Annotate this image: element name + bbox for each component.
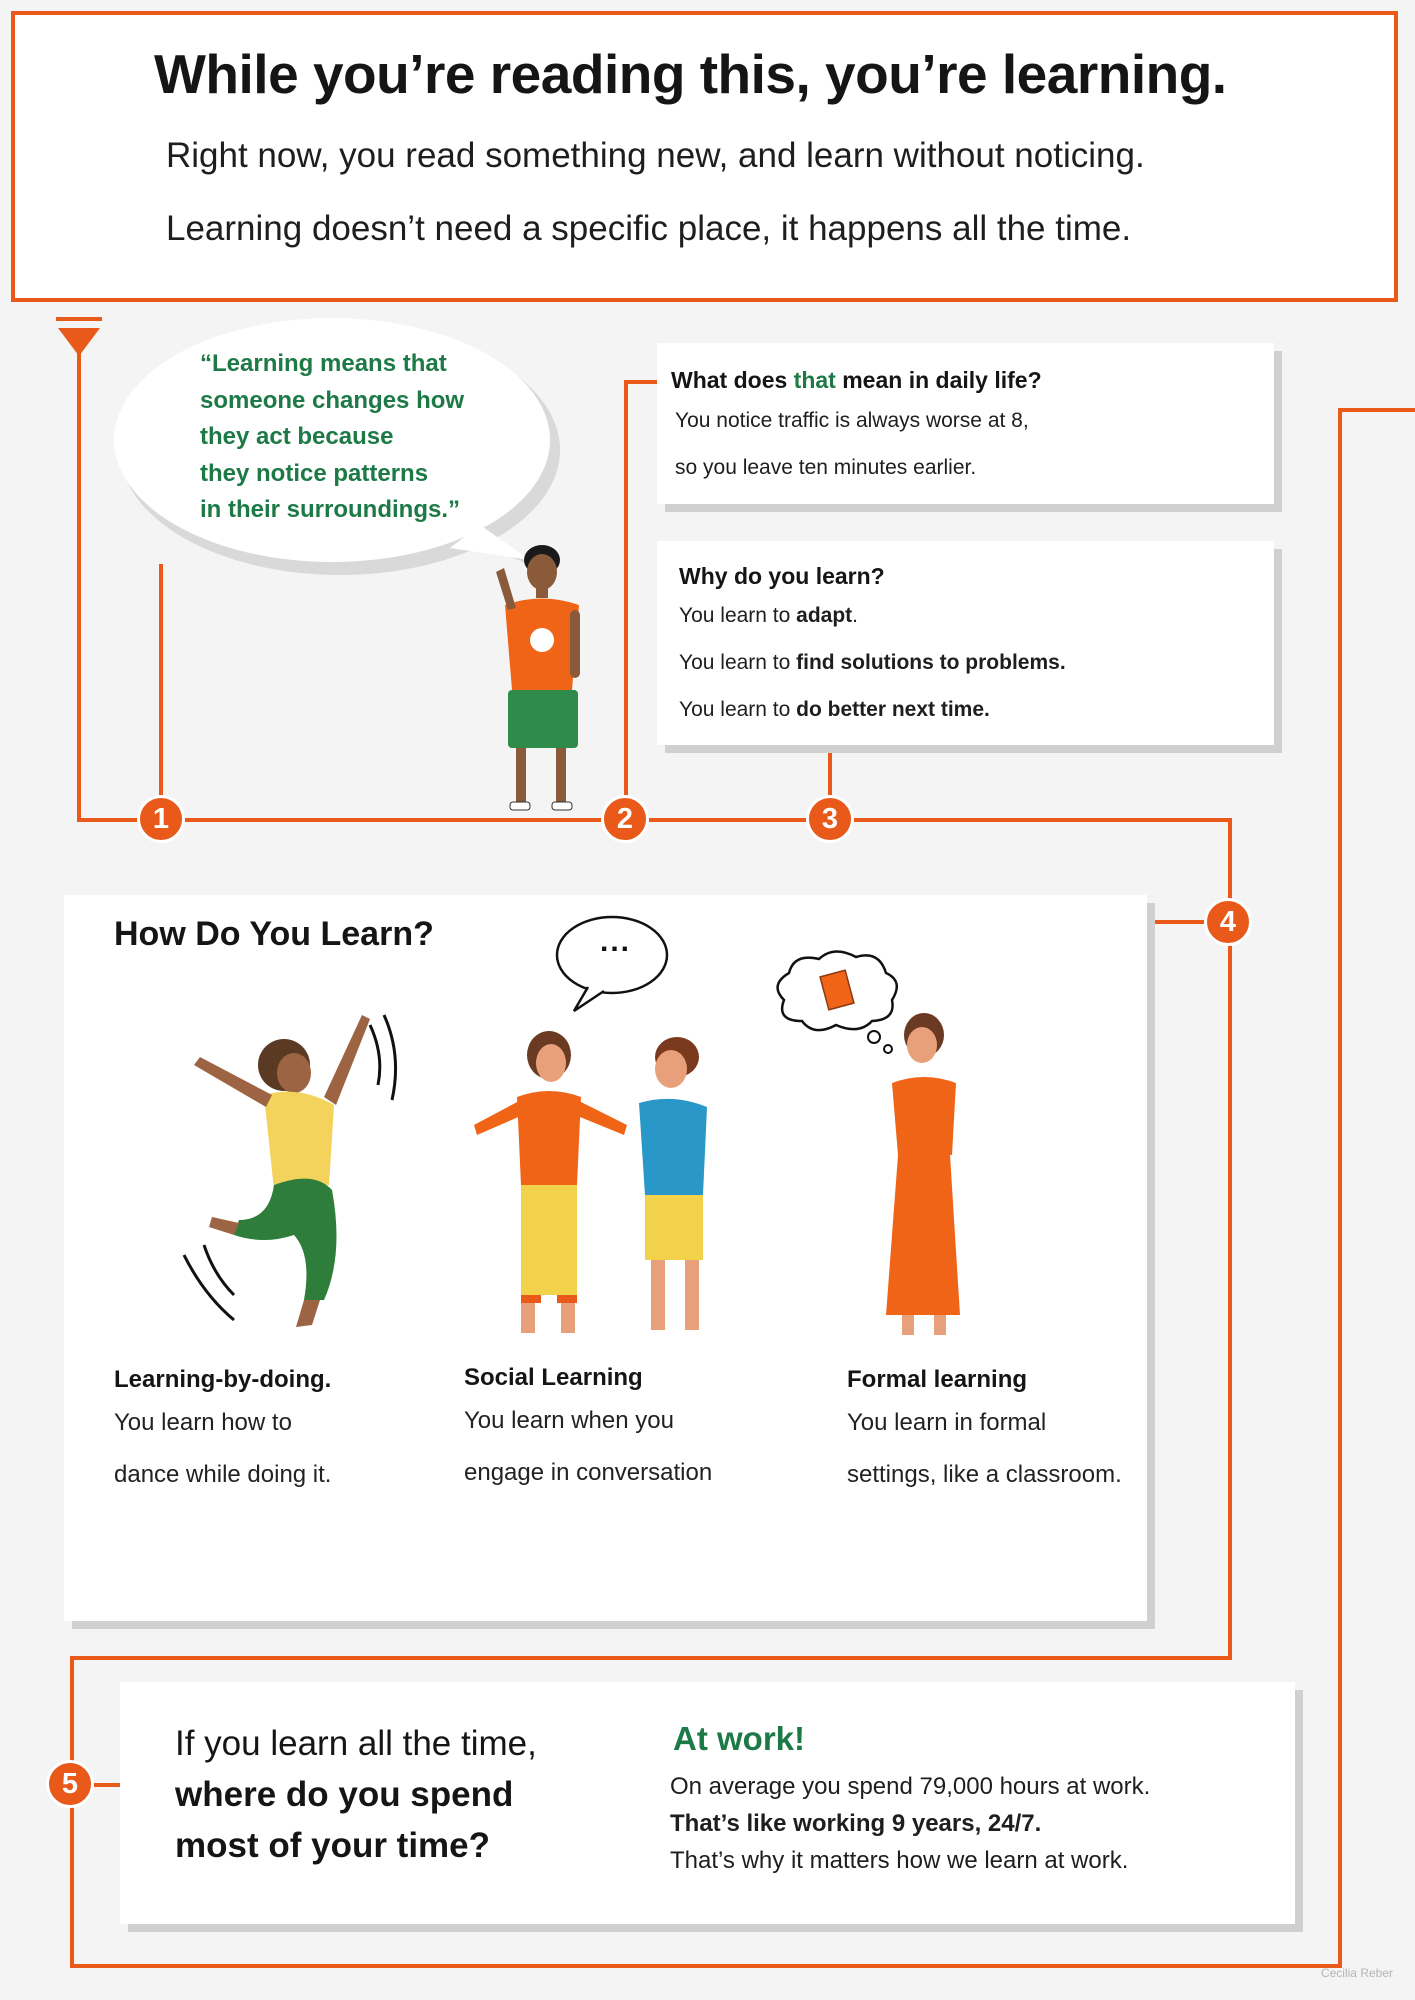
how-learn-card bbox=[64, 895, 1147, 1621]
daily-life-line-1: You notice traffic is always worse at 8, bbox=[675, 409, 1029, 432]
dancer-illustration bbox=[154, 995, 414, 1335]
why-learn-line-3: You learn to do better next time. bbox=[679, 698, 990, 721]
question-text: If you learn all the time, where do you spend most of your time? bbox=[175, 1724, 537, 1865]
speech-dots: ... bbox=[600, 925, 632, 958]
page-title: While you’re reading this, you’re learning. bbox=[154, 43, 1227, 105]
why-learn-card bbox=[657, 541, 1274, 745]
intro-line-2: Learning doesn’t need a specific place, it happens all the time. bbox=[166, 209, 1132, 248]
formal-learner-illustration bbox=[864, 1005, 984, 1345]
daily-life-line-2: so you leave ten minutes earlier. bbox=[675, 456, 977, 479]
time-card bbox=[120, 1682, 1295, 1924]
step-5-badge: 5 bbox=[46, 1760, 94, 1808]
col-3-title: Formal learning bbox=[847, 1366, 1028, 1393]
quote-text: “Learning means that someone changes how they act because they notice patterns in their surroundings.” bbox=[200, 350, 465, 523]
col-1-line-1: You learn how to bbox=[114, 1409, 292, 1436]
col-1-title: Learning-by-doing. bbox=[114, 1366, 332, 1393]
conversation-illustration bbox=[459, 1015, 749, 1345]
why-learn-title: Why do you learn? bbox=[679, 563, 885, 589]
col-2-title: Social Learning bbox=[464, 1364, 643, 1391]
col-3-line-1: You learn in formal bbox=[847, 1409, 1047, 1436]
boy-illustration bbox=[480, 540, 590, 820]
step-1-badge: 1 bbox=[137, 795, 185, 843]
author-credit: Cecilia Reber bbox=[1320, 1966, 1393, 1980]
daily-life-title: What does that mean in daily life? bbox=[671, 367, 1042, 393]
col-2-line-2: engage in conversation bbox=[464, 1459, 713, 1486]
intro-line-1: Right now, you read something new, and learn without noticing. bbox=[166, 136, 1145, 175]
step-2-badge: 2 bbox=[601, 795, 649, 843]
daily-life-card bbox=[657, 343, 1274, 504]
step-4-badge: 4 bbox=[1204, 898, 1252, 946]
answer-text: On average you spend 79,000 hours at work. That’s like working 9 years, 24/7. That’s why it matters how we learn at work. bbox=[670, 1773, 1151, 1874]
col-1-line-2: dance while doing it. bbox=[114, 1461, 332, 1488]
col-2-line-1: You learn when you bbox=[464, 1407, 674, 1434]
step-3-badge: 3 bbox=[806, 795, 854, 843]
why-learn-line-2: You learn to find solutions to problems. bbox=[679, 651, 1066, 674]
answer-heading: At work! bbox=[673, 1720, 805, 1757]
funnel-icon bbox=[58, 328, 100, 356]
col-3-line-2: settings, like a classroom. bbox=[847, 1461, 1122, 1488]
why-learn-line-1: You learn to adapt. bbox=[679, 604, 859, 627]
how-learn-title: How Do You Learn? bbox=[114, 915, 434, 953]
